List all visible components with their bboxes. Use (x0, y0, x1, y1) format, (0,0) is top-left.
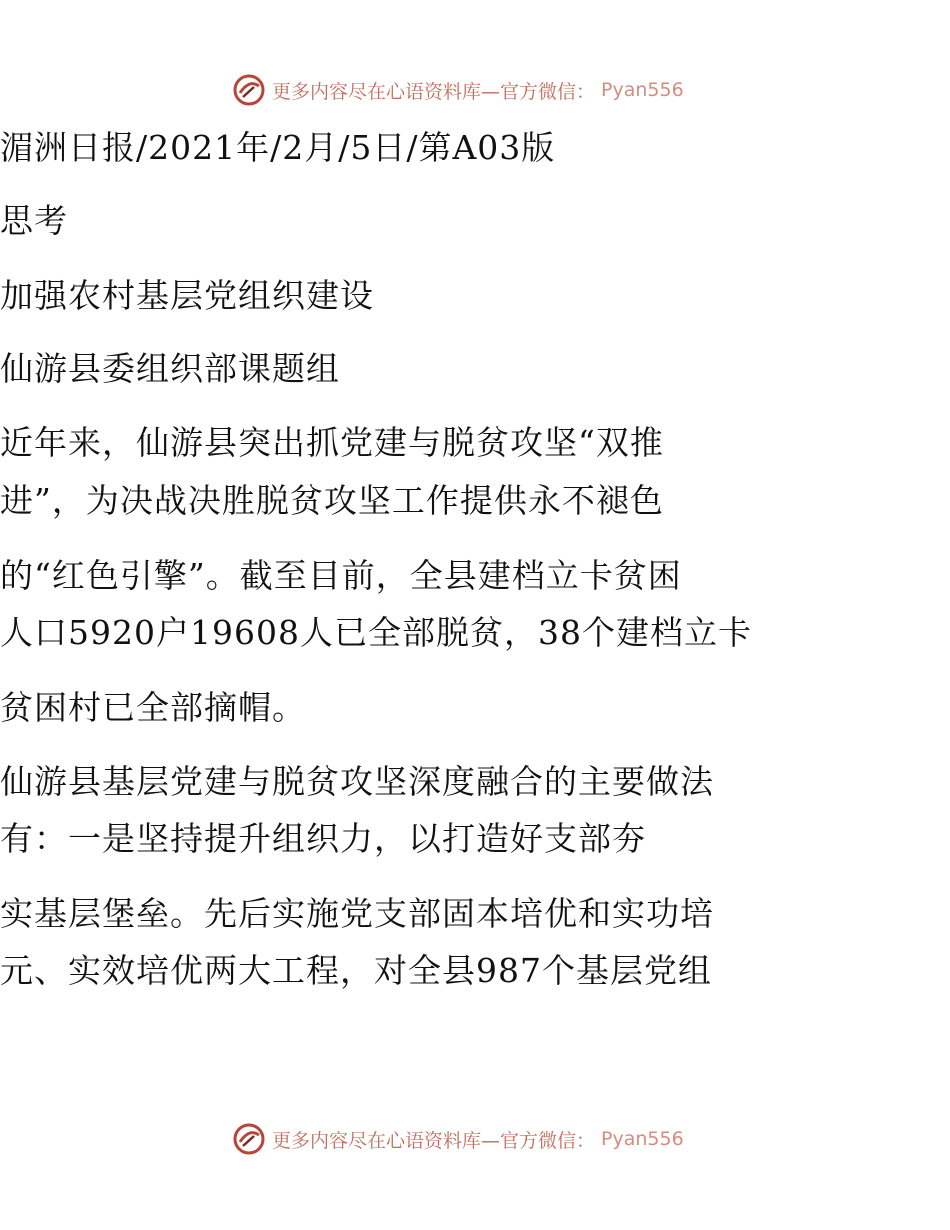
text-line: 仙游县基层党建与脱贫攻坚深度融合的主要做法 (0, 762, 714, 801)
watermark-handle: Pyan556 (601, 79, 684, 101)
text-line: 的“红色引擎”。截至目前，全县建档立卡贫困 (0, 556, 682, 595)
text-line: 人口5920户19608人已全部脱贫，38个建档立卡 (0, 613, 752, 652)
text-line: 加强农村基层党组织建设 (0, 276, 374, 315)
watermark-header (232, 72, 684, 108)
text-line: 湄洲日报/2021年/2月/5日/第A03版 (0, 128, 556, 167)
text-line: 有：一是坚持提升组织力，以打造好支部夯 (0, 819, 646, 858)
watermark-handle: Pyan556 (601, 1128, 684, 1150)
watermark-text: 更多内容尽在心语资料库—官方微信： (272, 80, 596, 103)
text-line: 贫困村已全部摘帽。 (0, 688, 306, 727)
watermark-text: 更多内容尽在心语资料库—官方微信： (272, 1129, 596, 1152)
text-line: 仙游县委组织部课题组 (0, 349, 340, 388)
text-line: 近年来，仙游县突出抓党建与脱贫攻坚“双推 (0, 423, 664, 462)
text-line: 思考 (0, 201, 68, 240)
text-line: 进”，为决战决胜脱贫攻坚工作提供永不褪色 (0, 481, 664, 520)
text-line: 元、实效培优两大工程，对全县987个基层党组 (0, 951, 712, 990)
seal-logo-icon (232, 73, 266, 107)
seal-logo-icon (232, 1122, 266, 1156)
watermark-footer (232, 1121, 684, 1157)
text-line: 实基层堡垒。先后实施党支部固本培优和实功培 (0, 894, 714, 933)
